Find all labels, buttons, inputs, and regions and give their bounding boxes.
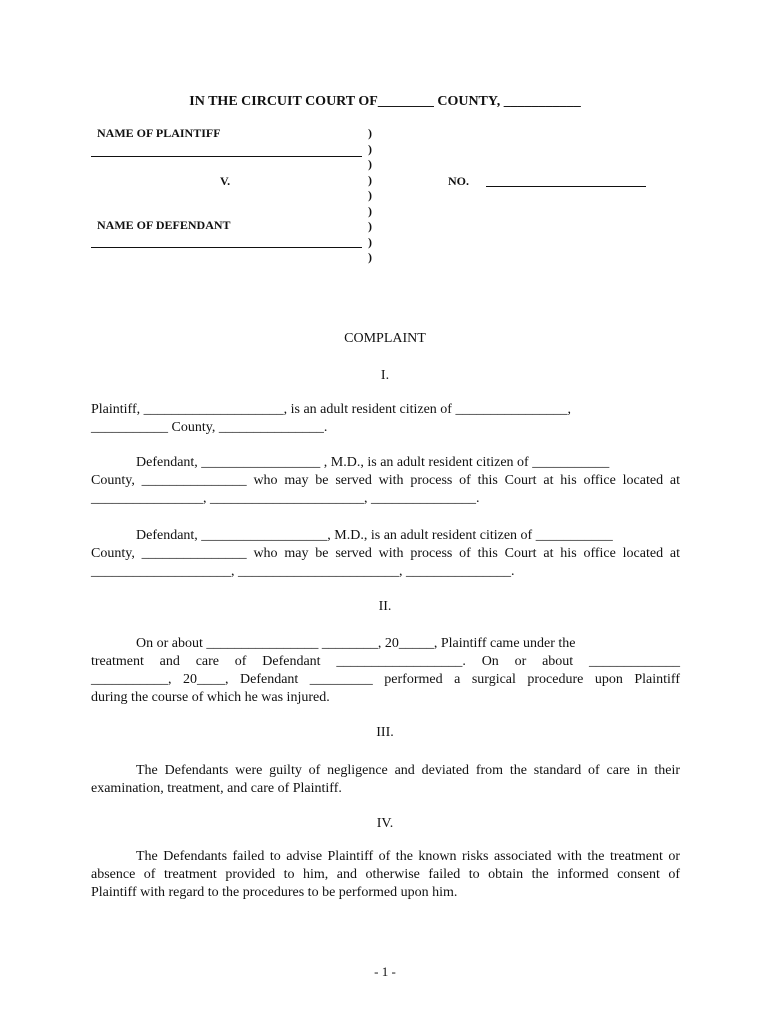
section-heading-1: I. [380, 368, 390, 383]
caption-paren: ) [368, 188, 372, 202]
paragraph-line: examination, treatment, and care of Plaintiff. [91, 781, 342, 796]
caption-parentheses [368, 126, 372, 266]
versus-label: V. [220, 174, 231, 188]
paragraph-informed-consent [91, 848, 680, 902]
paragraph-defendant-2 [91, 527, 680, 581]
paragraph-line: ____________________, _______________________, _______________. [91, 564, 515, 579]
paragraph-line: Defendant, _________________ , M.D., is an adult resident citizen of ___________ [136, 455, 610, 470]
paragraph-line: treatment and care of Defendant __________________. On or about _____________ [91, 654, 680, 669]
caption-paren: ) [368, 234, 372, 249]
paragraph-line: The Defendants were guilty of negligence and deviated from the standard of care in their [136, 763, 680, 778]
court-title: IN THE CIRCUIT COURT OF________ COUNTY, ___________ [189, 94, 581, 109]
caption-paren: ) [368, 141, 372, 156]
paragraph-plaintiff [91, 401, 680, 437]
paragraph-line: On or about ________________ ________, 20_____, Plaintiff came under the [136, 636, 576, 651]
case-number-label: NO. [448, 174, 469, 188]
case-number-line [486, 186, 646, 187]
caption-paren: ) [368, 250, 372, 264]
caption-paren: ) [368, 203, 372, 218]
caption-paren: ) [368, 157, 372, 171]
defendant-name-line [91, 247, 362, 248]
section-heading-2: II. [378, 599, 392, 614]
paragraph-line: County, _______________ who may be served with process of this Court at his office located at [91, 473, 680, 488]
paragraph-defendant-1 [91, 454, 680, 508]
caption-paren: ) [368, 126, 372, 140]
paragraph-negligence [91, 762, 680, 798]
paragraph-line: absence of treatment provided to him, and otherwise failed to obtain the informed consent of [91, 867, 680, 882]
paragraph-line: ________________, ______________________, _______________. [91, 491, 480, 506]
complaint-heading: COMPLAINT [344, 331, 426, 346]
paragraph-line: County, _______________ who may be served with process of this Court at his office located at [91, 546, 680, 561]
paragraph-treatment [91, 635, 680, 707]
paragraph-line: The Defendants failed to advise Plaintiff of the known risks associated with the treatment or [136, 849, 680, 864]
plaintiff-name-line [91, 156, 362, 157]
paragraph-line: ___________ County, _______________. [91, 420, 328, 435]
page-number: - 1 - [374, 964, 396, 979]
paragraph-line: Plaintiff, ____________________, is an adult resident citizen of ________________, [91, 402, 571, 417]
plaintiff-label: NAME OF PLAINTIFF [97, 126, 221, 140]
paragraph-line: Plaintiff with regard to the procedures to be performed upon him. [91, 885, 458, 900]
section-heading-3: III. [376, 725, 394, 740]
caption-paren: ) [368, 172, 372, 187]
paragraph-line: ___________, 20____, Defendant _________ performed a surgical procedure upon Plaintiff [91, 672, 680, 687]
paragraph-line: Defendant, __________________, M.D., is an adult resident citizen of ___________ [136, 528, 613, 543]
defendant-label: NAME OF DEFENDANT [97, 218, 231, 232]
caption-paren: ) [368, 219, 372, 233]
paragraph-line: during the course of which he was injured. [91, 690, 330, 705]
section-heading-4: IV. [376, 816, 394, 831]
